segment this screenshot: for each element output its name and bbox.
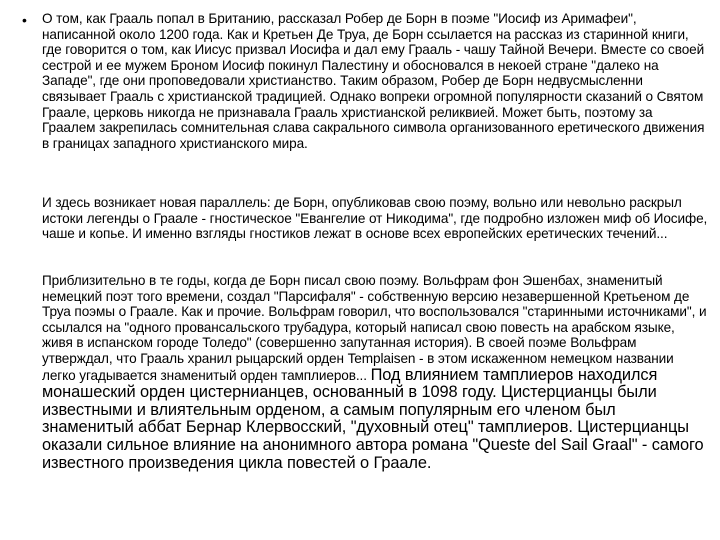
- paragraph-wolfram-templars: [42, 273, 708, 472]
- paragraph-grail-britain: О том, как Грааль попал в Британию, рассказал Робер де Борн в поэме "Иосиф из Аримафеи", написанной около 1200 года. Как и Кретьен Де Труа, де Борн ссылается на рассказ из старинной книги, где говорится о том, как Иисус призвал Иосифа и дал ему Грааль - чашу Тайной Вечери. Вместе со своей сестрой и ее мужем Броном Иосиф покинул Палестину и обосновался в некоей стране "далеко на Западе", где они проповедовали христианство. Таким образом, Робер де Борн недвусмысленни связывает Грааль с христианской традицией. Однако вопреки огромной популярности сказаний о Святом Граале, церковь никогда не признавала Грааль христианской реликвией. Может быть, поэтому за Граалем закрепилась сомнительная слава сакрального символа организованного еретического движения в границах западного христианского мира.: [42, 11, 705, 151]
- paragraph-gnostic-parallel: И здесь возникает новая параллель: де Борн, опубликовав свою поэму, вольно или невольно раскрыл истоки легенды о Граале - гностическое "Евангелие от Никодима", где подробно изложен миф об Иосифе, чаше и копье. И именно взгляды гностиков лежат в основе всех европейских еретических течений...: [42, 195, 708, 242]
- bullet-marker: •: [22, 12, 27, 28]
- paragraph-wolfram-text: Приблизительно в те годы, когда де Борн писал свою поэму. Вольфрам фон Эшенбах, знаменитый немецкий поэт того времени, создал "Парсифаля" - собственную версию незавершенной Кретьеном де Труа поэмы о Граале. Как и прочие. Вольфрам говорил, что воспользовался "старинными источниками", и ссылался на "одного провансальского трубадура, который написал свою повесть на арабском языке, живя в испанском городе Толедо" (совершенно запутанная история). В своей поэме Вольфрам утверждал, что Грааль хранил рыцарский орден Templaisen - в этом искаженном немецком названии легко угадывается знаменитый орден тамплиеров...: [42, 273, 707, 383]
- paragraph-cistercians-text: Под влиянием тамплиеров находился монашеский орден цистернианцев, основанный в 1098 году. Цистерцианцы были известными и влиятельным орденом, а самым популярным его членом был знаменитый аббат Бернар Клервосский, "духовный отец" тамплиеров. Цистерцианцы оказали сильное влияние на анонимного автора романа "Queste del Sail Graal" - самого известного произведения цикла повестей о Граале.: [42, 365, 704, 472]
